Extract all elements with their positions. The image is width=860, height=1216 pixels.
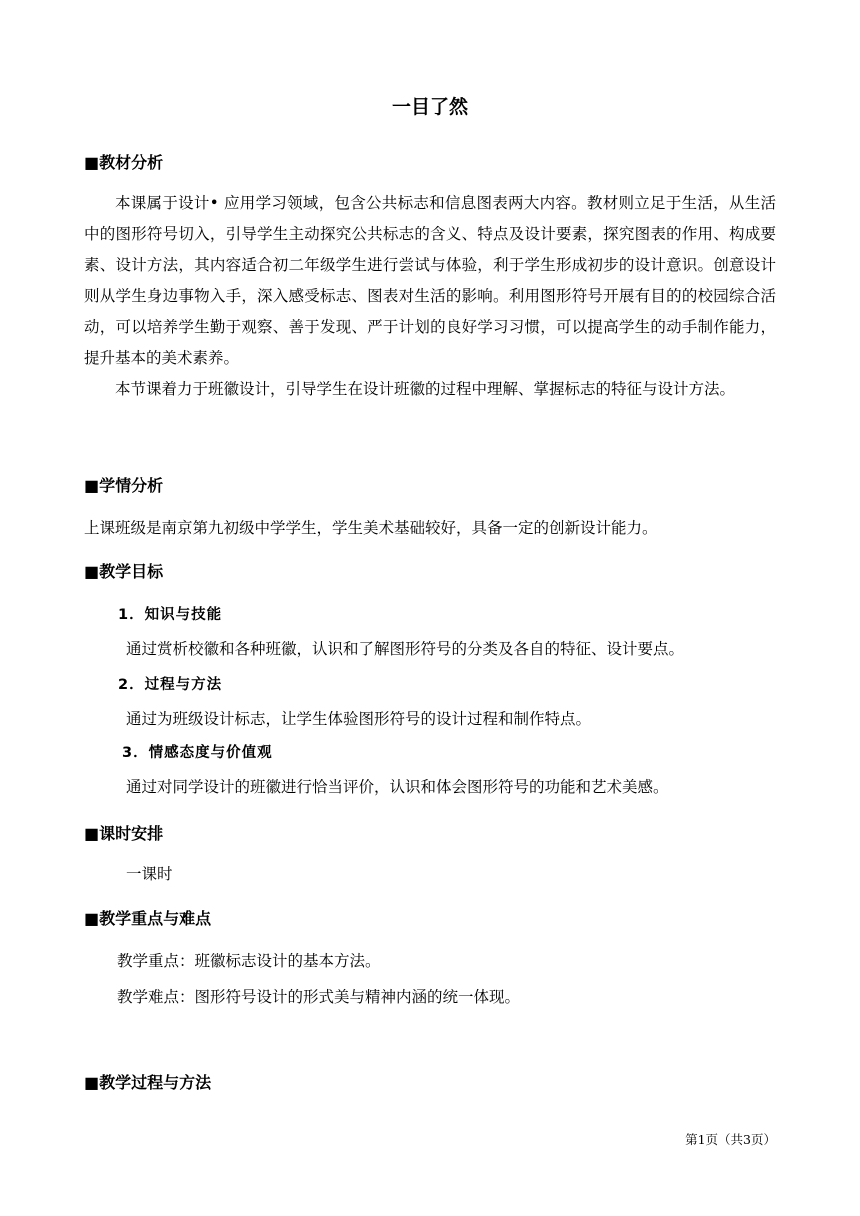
- student-analysis-text: 上课班级是南京第九初级中学学生，学生美术基础较好，具备一定的创新设计能力。: [84, 519, 658, 537]
- goal-label-process: 2．过程与方法: [118, 677, 223, 693]
- teaching-focus-text: 教学重点：班徽标志设计的基本方法。: [117, 952, 381, 970]
- schedule-text: 一课时: [126, 865, 173, 883]
- section-heading-process: ■教学过程与方法: [84, 1073, 212, 1092]
- material-paragraph-2: 本节课着力于班徽设计，引导学生在设计班徽的过程中理解、掌握标志的特征与设计方法。: [115, 380, 736, 398]
- goal-text-emotion: 通过对同学设计的班徽进行恰当评价，认识和体会图形符号的功能和艺术美感。: [126, 778, 669, 796]
- goal-label-knowledge: 1．知识与技能: [118, 607, 223, 623]
- goal-label-emotion: 3．情感态度与价值观: [122, 745, 273, 761]
- page-number-footer: 第1页（共3页）: [685, 1132, 776, 1147]
- section-heading-students: ■学情分析: [84, 476, 164, 495]
- section-heading-material: ■教材分析: [84, 153, 164, 172]
- goal-text-knowledge: 通过赏析校徽和各种班徽，认识和了解图形符号的分类及各自的特征、设计要点。: [126, 640, 685, 658]
- material-analysis-text: [84, 188, 776, 405]
- teaching-difficulty-text: 教学难点：图形符号设计的形式美与精神内涵的统一体现。: [117, 988, 521, 1006]
- section-heading-goals: ■教学目标: [84, 562, 164, 581]
- goal-text-process: 通过为班级设计标志，让学生体验图形符号的设计过程和制作特点。: [126, 710, 592, 728]
- material-paragraph-1: 本课属于设计• 应用学习领域，包含公共标志和信息图表两大内容。教材则立足于生活，从生活中的图形符号切入，引导学生主动探究公共标志的含义、特点及设计要素，探究图表的作用、构成要素、设计方法，其内容适合初二年级学生进行尝试与体验，利于学生形成初步的设计意识。创意设计则从学生身边事物入手，深入感受标志、图表对生活的影响。利用图形符号开展有目的的校园综合活动，可以培养学生勤于观察、善于发现、严于计划的良好学习习惯，可以提高学生的动手制作能力，提升基本的美术素养。: [84, 194, 776, 367]
- section-heading-keypoints: ■教学重点与难点: [84, 909, 212, 928]
- document-title: 一目了然: [391, 96, 468, 118]
- section-heading-schedule: ■课时安排: [84, 824, 164, 843]
